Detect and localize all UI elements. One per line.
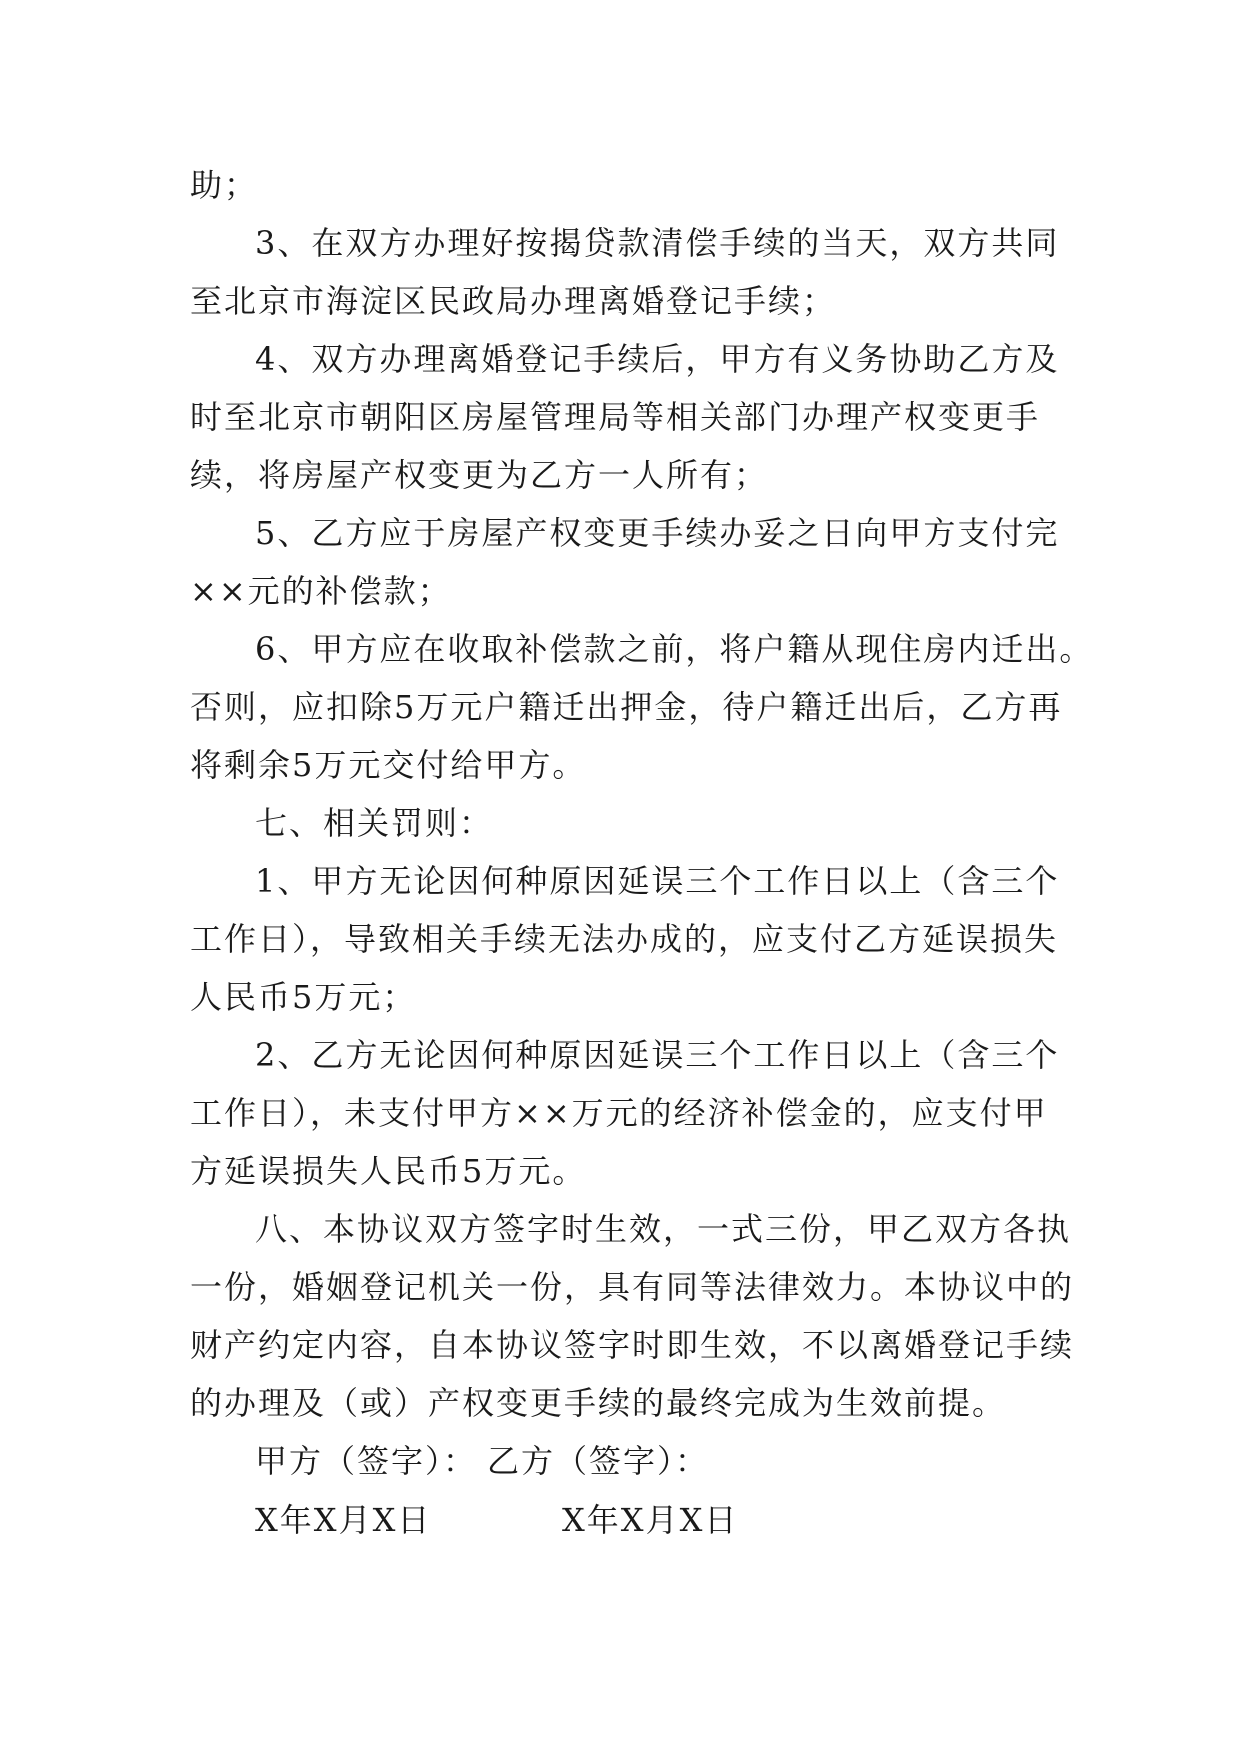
text-line: 人民币5万元；: [190, 978, 417, 1016]
text-line: 将剩余5万元交付给甲方。: [190, 746, 587, 784]
text-line: 八、本协议双方签字时生效，一式三份，甲乙双方各执: [255, 1210, 1072, 1248]
text-line: 1、甲方无论因何种原因延误三个工作日以上（含三个: [255, 862, 1060, 900]
text-line: ××元的补偿款；: [190, 572, 452, 610]
text-line: 6、甲方应在收取补偿款之前，将户籍从现住房内迁出。: [255, 630, 1094, 668]
text-line: 2、乙方无论因何种原因延误三个工作日以上（含三个: [255, 1036, 1060, 1074]
text-line: 助；: [190, 166, 259, 204]
text-line: 否则，应扣除5万元户籍迁出押金，待户籍迁出后，乙方再: [190, 688, 1063, 726]
party-b-date: X年X月X日: [562, 1501, 739, 1539]
party-a-signature-label: 甲方（签字）：: [255, 1442, 478, 1480]
text-line: 5、乙方应于房屋产权变更手续办妥之日向甲方支付完: [255, 514, 1060, 552]
party-b-signature-label: 乙方（签字）：: [487, 1442, 710, 1480]
text-line: 方延误损失人民币5万元。: [190, 1152, 587, 1190]
text-line: 时至北京市朝阳区房屋管理局等相关部门办理产权变更手: [190, 398, 1041, 436]
text-line: 的办理及（或）产权变更手续的最终完成为生效前提。: [190, 1384, 1007, 1422]
text-line: 3、在双方办理好按揭贷款清偿手续的当天，双方共同: [255, 224, 1060, 262]
party-a-date: X年X月X日: [255, 1501, 432, 1539]
text-line: 工作日），导致相关手续无法办成的，应支付乙方延误损失: [190, 920, 1059, 958]
section-heading: 七、相关罚则：: [255, 804, 494, 842]
text-line: 至北京市海淀区民政局办理离婚登记手续；: [190, 282, 837, 320]
text-line: 4、双方办理离婚登记手续后，甲方有义务协助乙方及: [255, 340, 1060, 378]
text-line: 一份，婚姻登记机关一份，具有同等法律效力。本协议中的: [190, 1268, 1075, 1306]
text-line: 财产约定内容，自本协议签字时即生效，不以离婚登记手续: [190, 1326, 1075, 1364]
text-line: 工作日），未支付甲方××万元的经济补偿金的，应支付甲: [190, 1094, 1048, 1132]
text-line: 续，将房屋产权变更为乙方一人所有；: [190, 456, 769, 494]
